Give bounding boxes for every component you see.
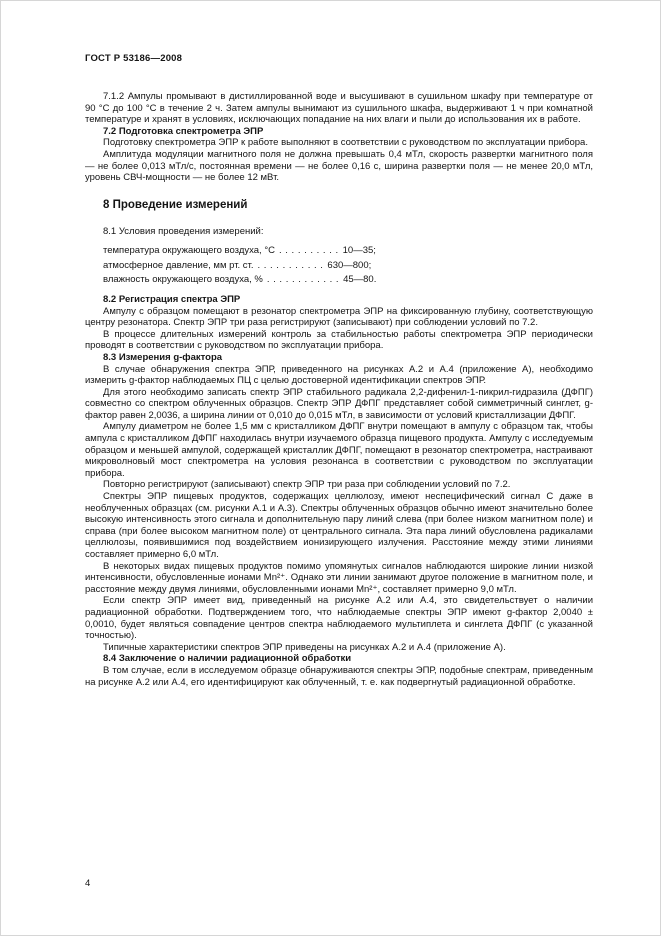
paragraph: Типичные характеристики спектров ЭПР приведены на рисунках А.2 и А.4 (приложение А).: [103, 641, 506, 653]
condition-label: влажность окружающего воздуха, %: [103, 273, 263, 285]
paragraph: Для этого необходимо записать спектр ЭПР стабильного радикала 2,2-дифенил-1-пикрил-гидразила (ДФПГ) совместно со спектром облученных образцов. Спектр ЭПР ДФПГ представляет собой симметричный синглет, g-фактор равен 2,0036, а ширина линии от 0,010 до 0,015 мТл, в зависимости от условий кристаллизации ДФПГ.: [85, 386, 593, 421]
document-code-header: ГОСТ Р 53186—2008: [85, 53, 183, 64]
paragraph: Подготовку спектрометра ЭПР к работе выполняют в соответствии с руководством по эксплуатации прибора.: [103, 137, 588, 149]
condition-value: 10—35;: [342, 245, 376, 257]
condition-label: температура окружающего воздуха, °С: [103, 245, 275, 257]
paragraph: В некоторых видах пищевых продуктов помимо упомянутых сигналов наблюдаются широкие линии низкой интенсивности, обусловленные ионами Mn²⁺. Однако эти линии занимают другое положение в магнитном поле, и расстояние между двумя линиями, обусловленными ионами Mn²⁺, составляет примерно 9,0 мТл.: [85, 560, 593, 595]
condition-row-temperature: [103, 244, 593, 258]
page-number: 4: [85, 878, 91, 889]
paragraph-7-1-2: 7.1.2 Ампулы промывают в дистиллированной воде и высушивают в сушильном шкафу при температуре от 90 °С до 100 °С в течение 2 ч. Затем ампулы вынимают из сушильного шкафа, выдерживают 1 ч при комнатной температуре и хранят в условиях, исключающих попадание на них влаги и пыли до использования их в работе.: [85, 91, 593, 126]
paragraph: Повторно регистрируют (записывают) спектр ЭПР три раза при соблюдении условий по 7.2.: [103, 479, 511, 491]
condition-value: 630—800;: [327, 259, 372, 271]
condition-row-humidity: [103, 273, 593, 287]
paragraph-8-1: 8.1 Условия проведения измерений:: [103, 225, 264, 237]
paragraph: Если спектр ЭПР имеет вид, приведенный на рисунке А.2 или А.4, это свидетельствует о наличии радиационной обработки. Подтверждением того, что наблюдаемые спектры ЭПР имеют g-фактор 2,0040 ± 0,0010, будет являться совпадение центров спектра наблюдаемого мультиплета и синглета ДФПГ (с указанной точностью).: [85, 595, 593, 642]
dot-leader: . . . . . . . . . . . .: [266, 273, 340, 285]
heading-7-2: 7.2 Подготовка спектрометра ЭПР: [103, 125, 264, 137]
document-body: [85, 91, 593, 688]
paragraph: Ампулу диаметром не более 1,5 мм с кристалликом ДФПГ внутри помещают в ампулу с образцом так, чтобы ампула с кристалликом ДФПГ находилась внутри изучаемого образца пищевого продукта. Ампулу с исследуемым образцом и меньшей ампулой, содержащей кристаллик ДФПГ, помещают в резонатор спектрометра, настраивают микроволновый мост спектрометра на условия резонанса в соответствии с руководством по эксплуатации прибора.: [85, 421, 593, 479]
paragraph: Ампулу с образцом помещают в резонатор спектрометра ЭПР на фиксированную глубину, соответствующую центру резонатора. Спектр ЭПР три раза регистрируют (записывают) при соблюдении условий по 7.2.: [85, 305, 593, 329]
measurement-conditions-list: [103, 244, 593, 287]
heading-8-4: 8.4 Заключение о наличии радиационной обработки: [103, 653, 352, 665]
heading-8-2: 8.2 Регистрация спектра ЭПР: [103, 293, 241, 305]
condition-row-pressure: [103, 259, 593, 273]
condition-label: атмосферное давление, мм рт. ст.: [103, 259, 254, 271]
dot-leader: . . . . . . . . . .: [278, 245, 339, 257]
paragraph: Спектры ЭПР пищевых продуктов, содержащих целлюлозу, имеют неспецифический сигнал С даже в необлученных образцах (см. рисунки А.1 и А.3). Спектры облученных образцов обычно имеют значительно более высокую интенсивность этого сигнала и дополнительную пару линий слева (при более низком магнитном поле) и справа (при более высоком магнитном поле) от центрального сигнала. Эта пара линий обусловлена радикалами целлюлозы, появившимися под воздействием ионизирующего излучения. Расстояние между этими линиями составляет примерно 6,0 мТл.: [85, 491, 593, 561]
paragraph: В процессе длительных измерений контроль за стабильностью работы спектрометра ЭПР периодически проводят в соответствии с руководством по эксплуатации прибора.: [85, 328, 593, 352]
section-heading-8: 8 Проведение измерений: [103, 198, 248, 211]
paragraph: В случае обнаружения спектра ЭПР, приведенного на рисунках А.2 и А.4 (приложение А), необходимо измерить g-фактор наблюдаемых ПЦ с целью достоверной идентификации спектров ЭПР.: [85, 363, 593, 387]
paragraph: В том случае, если в исследуемом образце обнаруживаются спектры ЭПР, подобные спектрам, приведенным на рисунке А.2 или А.4, его идентифицируют как облученный, т. е. как подвергнутый радиационной обработке.: [85, 664, 593, 688]
condition-value: 45—80.: [343, 273, 377, 285]
dot-leader: . . . . . . . . . . .: [257, 259, 324, 271]
paragraph: Амплитуда модуляции магнитного поля не должна превышать 0,4 мТл, скорость развертки магнитного поля — не более 0,013 мТл/с, постоянная времени — не более 0,16 с, ширина развертки поля — не менее 20,0 мТл, уровень СВЧ-мощности — не более 12 мВт.: [85, 148, 593, 184]
heading-8-3: 8.3 Измерения g-фактора: [103, 351, 223, 363]
